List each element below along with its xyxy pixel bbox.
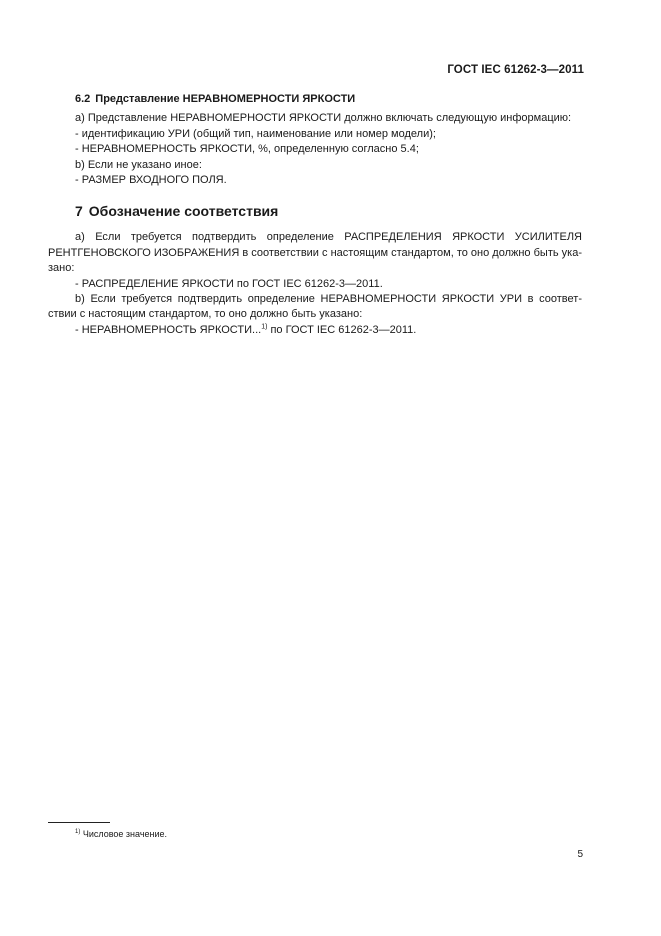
- section-6-2-line: b) Если не указано иное:: [75, 158, 202, 171]
- footnote-text: Числовое значение.: [80, 829, 168, 839]
- section-6-2-line: - идентификацию УРИ (общий тип, наименование или номер модели);: [75, 127, 436, 140]
- list-item-text: по ГОСТ IEC 61262-3—2011.: [267, 323, 417, 336]
- paragraph-line: зано:: [48, 262, 75, 275]
- paragraph-line: РЕНТГЕНОВСКОГО ИЗОБРАЖЕНИЯ в соответствии с настоящим стандартом, то оно должно быть ука-: [48, 246, 582, 259]
- section-6-2-line: a) Представление НЕРАВНОМЕРНОСТИ ЯРКОСТИ должно включать следующую информацию:: [75, 112, 572, 125]
- section-number: 6.2: [75, 93, 91, 105]
- paragraph-line: b) Если требуется подтвердить определение НЕРАВНОМЕРНОСТИ ЯРКОСТИ УРИ в соответ-: [75, 293, 582, 306]
- section-7-paragraph-b: [48, 292, 582, 323]
- section-6-2-line: - НЕРАВНОМЕРНОСТЬ ЯРКОСТИ, %, определенную согласно 5.4;: [75, 143, 419, 156]
- footnote-reference[interactable]: 1): [261, 323, 268, 331]
- list-item: [48, 323, 582, 338]
- paragraph-line: ствии с настоящим стандартом, то оно должно быть указано:: [48, 308, 363, 321]
- section-6-2-heading: [48, 92, 582, 107]
- list-item-text: - НЕРАВНОМЕРНОСТЬ ЯРКОСТИ...: [75, 323, 262, 336]
- document-code: ГОСТ IEC 61262-3—2011: [447, 64, 584, 76]
- paragraph-line: a) Если требуется подтвердить определение РАСПРЕДЕЛЕНИЯ ЯРКОСТИ УСИЛИТЕЛЯ: [75, 231, 582, 244]
- footnote-marker: 1): [75, 829, 81, 835]
- section-title: Представление НЕРАВНОМЕРНОСТИ ЯРКОСТИ: [95, 93, 356, 105]
- section-7-heading: [48, 202, 582, 220]
- list-item: - РАСПРЕДЕЛЕНИЕ ЯРКОСТИ по ГОСТ IEC 61262-3—2011.: [75, 277, 383, 290]
- section-6-2-line: - РАЗМЕР ВХОДНОГО ПОЛЯ.: [75, 174, 227, 187]
- footnote-divider: [48, 822, 110, 823]
- page-number: 5: [577, 849, 583, 860]
- page-content: [48, 92, 582, 338]
- section-7-paragraph-a: [48, 230, 582, 276]
- section-title: Обозначение соответствия: [88, 203, 279, 220]
- footnote: [75, 829, 167, 839]
- section-number: 7: [75, 203, 83, 220]
